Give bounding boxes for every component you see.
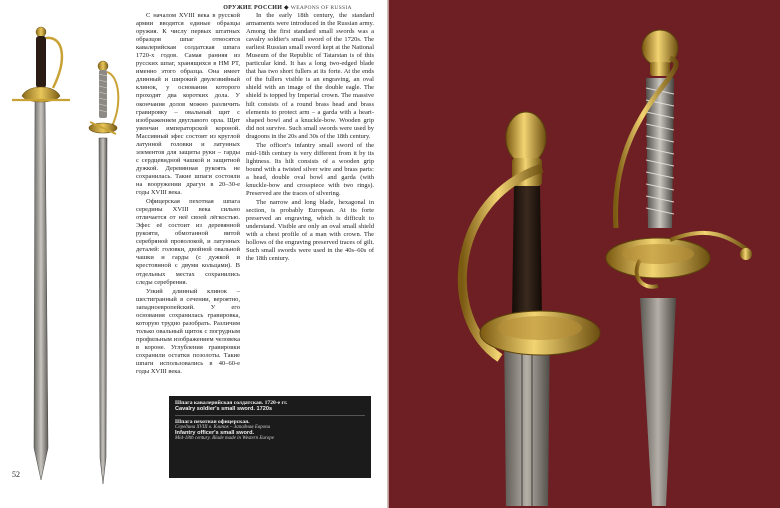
ru-paragraph: С началом XVIII века в русской армии вводятся единые образцы оружия. К числу первых штатных образцов шпаг относятся кавалерийская солдатская шпага 1720-х годов. Самая ранняя из русских шпаг, хранящихся в НМ РТ, именно этого образца. Она имеет длинный и широкий двулезвийный клинок, у основания которого проходят два коротких дола. У окончания долов можно различить гравировку – овальный щит с изображением двуглавого орла. Щит увенчан императорской короной. Массивный эфес состоит из круглой латунной головки и латунных элементов для защиты руки – гарды с сердцевидной чашкой и защитной дужкой. Деревянная рукоять не сохранилась. Такие шпаги состояли на вооружении драгун в 20–30-е годы XVIII века. xyxy=(136,12,240,197)
ru-paragraph: Узкий длинный клинок – шестигранный в сечении, вероятно, западноевропейский. У его основания сохранилась гравировка, которую трудно разобрать. Различим только овальный щиток с погрудным профильным изображением человека в короне. Углубления гравировки сохранили остатки позолоты. Такие шпаги использовались в 40–60-е годы XVIII века. xyxy=(136,287,240,376)
swords-photo-left xyxy=(8,18,136,488)
caption-ru-title: Шпага кавалерийская солдатская. 1720-е гг. xyxy=(175,400,288,406)
en-paragraph: The officer's infantry small sword of the mid-18th century is very different from it by its lightness. Its hilt consists of a wooden grip bound with a twisted silver wire and brass parts: a head, double oval bowl and garda (with knuckle-bow and crosspiece with two rings). Preserved are the traces of silvering. xyxy=(246,141,374,198)
running-head xyxy=(200,4,375,11)
cavalry-sword-closeup xyxy=(462,112,600,506)
infantry-sword-closeup xyxy=(606,30,752,506)
infantry-sword-image xyxy=(89,61,118,484)
caption-infantry-sword xyxy=(175,419,365,444)
running-head-en: WEAPONS OF RUSSIA xyxy=(290,5,352,11)
text-column-russian xyxy=(136,12,240,377)
cavalry-sword-image xyxy=(12,27,70,480)
running-head-ru: ОРУЖИЕ РОССИИ xyxy=(223,5,283,11)
left-page xyxy=(0,0,389,508)
caption-ru-subtitle: Середина XVIII в. Клинок – Западная Европа xyxy=(175,425,271,430)
caption-en-title: Cavalry soldier's small sword. 1720s xyxy=(175,406,273,412)
page-number: 52 xyxy=(12,470,20,479)
caption-cavalry-sword xyxy=(175,400,365,416)
running-head-separator: ◆ xyxy=(284,5,289,11)
caption-en-title: Infantry officer's small sword. xyxy=(175,430,255,436)
caption-en-subtitle: Mid-18th century. Blade made in Western Europe xyxy=(175,436,274,441)
ru-paragraph: Офицерская пехотная шпага середины XVIII века сильно отличается от неё своей лёгкостью. Эфес её состоит из деревянной рукояти, обмотанной витой серебряной проволокой, и латунных деталей: головки, двойной овальной чашки и гарды (с дужкой и крестовиной с двумя кольцами). В отдельных местах сохранились следы серебрения. xyxy=(136,198,240,286)
en-paragraph: The narrow and long blade, hexagonal in section, is probably European. At its forte preserved an engraving, which is difficult to understand. Visible are only an oval small shield with a chest profile of a man with crown. The hollows of the engraving preserved traces of gilt. Such small swords were used in the 40s–60s of the 18th century. xyxy=(246,199,374,263)
sword-hilts-closeup-photo xyxy=(430,28,770,506)
caption-ru-title: Шпага пехотная офицерская. xyxy=(175,419,250,425)
en-paragraph: In the early 18th century, the standard armaments were introduced in the Russian army. Among the first standard small swords was a cavalry soldier's small sword of the 1720s. The earliest Russian small sword kept at the National Museum of the Republic of Tatarstan is of this particular kind. It has a long two-edged blade that has two short fullers at its forte. At the ends of the fullers visible is an engraving, an oval shield with an image of the double eagle. The shield is topped by Imperial crown. The massive hilt consists of a round brass head and brass elements to protect arm – a garda with a heart-shaped bowl and a knuckle-bow. Wooden grip did not survive. Such small swords were used by dragoons in the 20s and 30s of the 18th century. xyxy=(246,12,374,140)
text-column-english xyxy=(246,12,374,264)
caption-box xyxy=(169,396,371,478)
